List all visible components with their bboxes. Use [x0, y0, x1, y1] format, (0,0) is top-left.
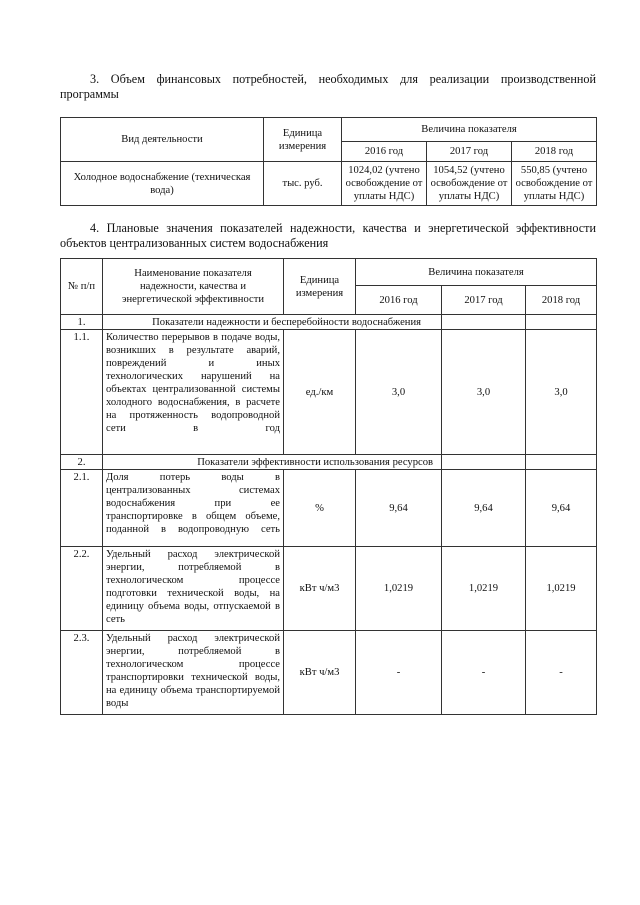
row-1-1-value-2016: 3,0	[356, 330, 442, 455]
row-2-1-name: Доля потерь воды в централизованных системах водоснабжения при ее транспортировке в общем объеме, поданной в водопроводную сеть	[103, 470, 284, 547]
row-2-1-unit: %	[284, 470, 356, 547]
row-2-2-value-2016: 1,0219	[356, 547, 442, 631]
row-2-2-name: Удельный расход электрической энергии, потребляемой в технологическом процессе подготовки технической воды, на единицу объема воды, отпускаемой в сеть	[103, 547, 284, 631]
row-1-1-name: Количество перерывов в подаче воды, возникших в результате аварий, повреждений и иных технологических нарушений на объектах централизованной системы холодного водоснабжения, в расчете на протяженность водопроводной сети в год	[103, 330, 284, 455]
cell-value-2017: 1054,52 (учтено освобождение от уплаты НДС)	[427, 162, 512, 206]
section-3-title: 3. Объем финансовых потребностей, необходимых для реализации производственной программы	[60, 72, 596, 101]
group-2-title: Показатели эффективности использования ресурсов	[103, 455, 442, 470]
row-2-1-num: 2.1.	[61, 470, 103, 547]
header-year-2018: 2018 год	[512, 142, 597, 162]
row-1-1-value-2017: 3,0	[442, 330, 526, 455]
row-2-2-value-2017: 1,0219	[442, 547, 526, 631]
empty-cell	[442, 315, 526, 330]
header-value: Величина показателя	[356, 259, 597, 286]
empty-cell	[526, 315, 597, 330]
header-year-2016: 2016 год	[342, 142, 427, 162]
cell-value-2016: 1024,02 (учтено освобождение от уплаты НДС)	[342, 162, 427, 206]
header-year-2017: 2017 год	[442, 286, 526, 315]
cell-activity: Холодное водоснабжение (техническая вода)	[61, 162, 264, 206]
group-1-num: 1.	[61, 315, 103, 330]
header-year-2018: 2018 год	[526, 286, 597, 315]
row-2-2-unit: кВт ч/м3	[284, 547, 356, 631]
row-2-3-value-2017: -	[442, 631, 526, 715]
cell-value-2018: 550,85 (учтено освобождение от уплаты НДС)	[512, 162, 597, 206]
row-2-3-unit: кВт ч/м3	[284, 631, 356, 715]
header-year-2017: 2017 год	[427, 142, 512, 162]
row-2-3-num: 2.3.	[61, 631, 103, 715]
header-name: Наименование показателя надежности, качества и энергетической эффективности	[103, 259, 284, 315]
row-2-3-name: Удельный расход электрической энергии, потребляемой в технологическом процессе транспортировки технической воды, на единицу объема транспортируемой воды	[103, 631, 284, 715]
row-1-1-value-2018: 3,0	[526, 330, 597, 455]
header-num: № п/п	[61, 259, 103, 315]
row-1-1-num: 1.1.	[61, 330, 103, 455]
row-2-2-num: 2.2.	[61, 547, 103, 631]
empty-cell	[526, 455, 597, 470]
group-2-num: 2.	[61, 455, 103, 470]
empty-cell	[442, 455, 526, 470]
section-4-title: 4. Плановые значения показателей надежности, качества и энергетической эффективности объектов централизованных систем водоснабжения	[60, 221, 596, 250]
row-2-1-value-2018: 9,64	[526, 470, 597, 547]
row-1-1-unit: ед./км	[284, 330, 356, 455]
header-value: Величина показателя	[342, 118, 597, 142]
row-2-3-value-2018: -	[526, 631, 597, 715]
row-2-3-value-2016: -	[356, 631, 442, 715]
header-unit: Единица измерения	[264, 118, 342, 162]
indicators-table	[60, 258, 597, 715]
row-2-2-value-2018: 1,0219	[526, 547, 597, 631]
financial-needs-table	[60, 117, 597, 206]
header-year-2016: 2016 год	[356, 286, 442, 315]
group-1-title: Показатели надежности и бесперебойности водоснабжения	[103, 315, 442, 330]
header-unit: Единица измерения	[284, 259, 356, 315]
header-activity: Вид деятельности	[61, 118, 264, 162]
row-2-1-value-2017: 9,64	[442, 470, 526, 547]
row-2-1-value-2016: 9,64	[356, 470, 442, 547]
cell-unit: тыс. руб.	[264, 162, 342, 206]
